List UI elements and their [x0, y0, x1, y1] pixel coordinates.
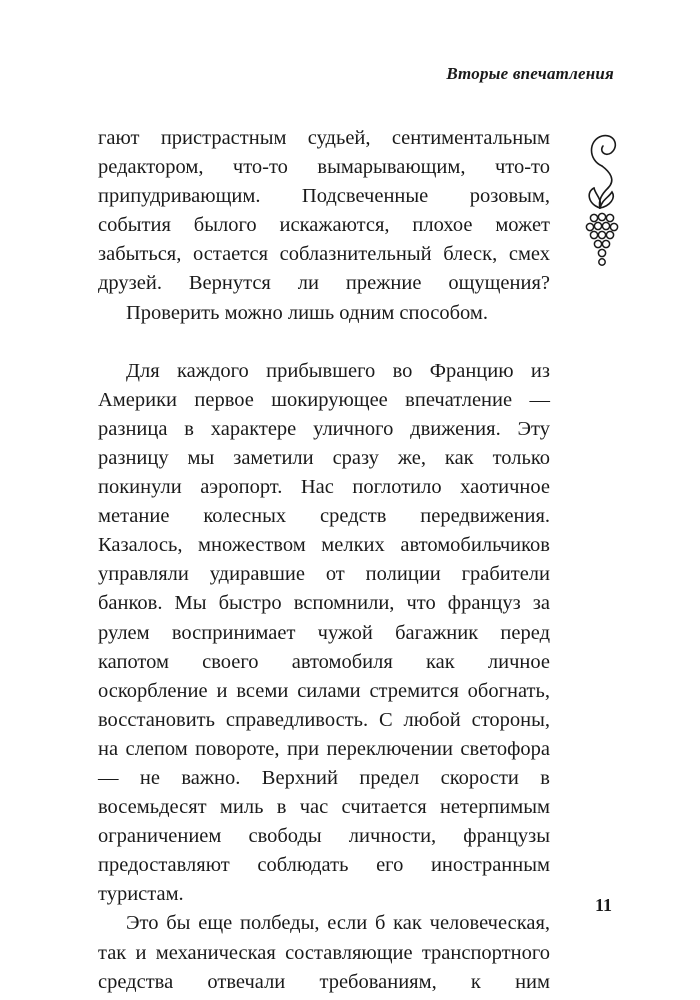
main-text — [98, 124, 550, 997]
paragraph-continuation: гают пристрастным судьей, сентиментальным редактором, что-то вымарывающим, что-то припудривающим. Подсвеченные розовым, события былого искажаются, плохое может забыться, остается соблазнительный блеск, смех друзей. Вернутся ли прежние ощущения? — [98, 127, 550, 295]
paragraph-closing: Это бы еще полбеды, если б как человеческая, так и механическая составляющие транспортного средства отвечали требованиям, к ним — [98, 912, 550, 993]
paragraph-traffic: Для каждого прибывшего во Францию из Америки первое шокирующее впечатление — разница в характере уличного движения. Эту разницу мы заметили сразу же, как только покинули аэропорт. Нас поглотило хаотичное метание колесных средств передвижения. Казалось, множеством мелких автомобильчиков управляли удиравшие от полиции грабители банков. Мы быстро вспомнили, что француз за рулем воспринимает чужой багажник перед капотом своего автомобиля как личное оскорбление и всеми силами стремится обогнать, восстановить справедливость. С любой стороны, на слепом повороте, при переключении светофора — не важно. Верхний предел скорости в восемьдесят миль в час считается нетерпимым ограничением свободы личности, французы предоставляют соблюдать его иностранным туристам. — [98, 359, 550, 906]
paragraph-short: Проверить можно лишь одним способом. — [126, 301, 488, 324]
section-gap — [98, 328, 550, 357]
page-number: 11 — [594, 895, 612, 915]
grape-vine-icon — [580, 126, 630, 276]
running-head-title: Вторые впечатления — [446, 64, 614, 83]
